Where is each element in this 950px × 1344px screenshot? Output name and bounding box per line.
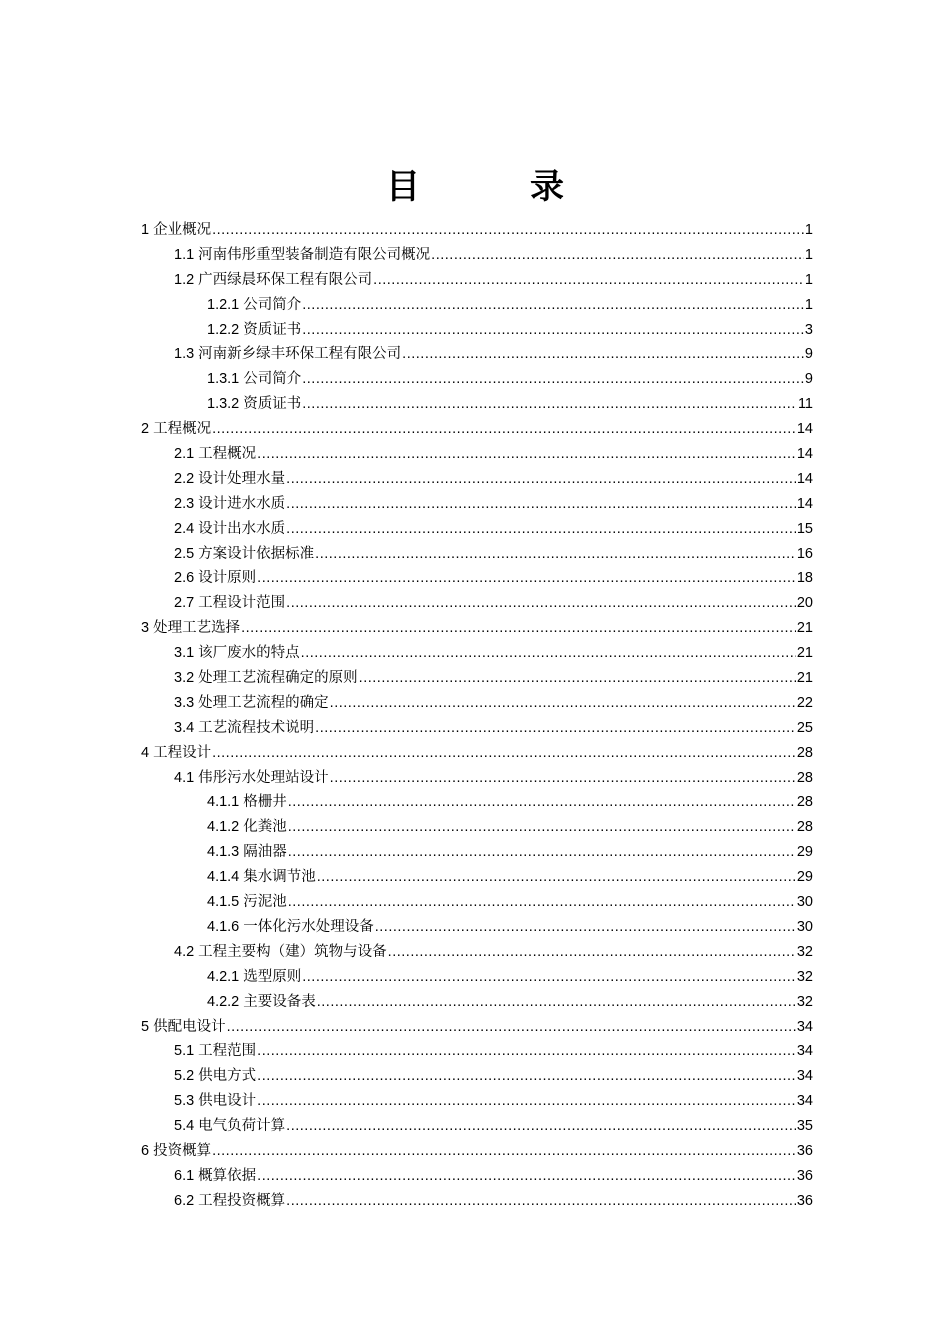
toc-section-title: 企业概况 bbox=[153, 222, 212, 238]
toc-entry[interactable] bbox=[0, 1139, 950, 1164]
toc-entry-line bbox=[207, 367, 813, 392]
toc-section-number: 1.3 bbox=[174, 346, 195, 363]
toc-section-title: 河南伟彤重型装备制造有限公司概况 bbox=[198, 246, 431, 263]
toc-entry-line bbox=[174, 566, 813, 591]
toc-dot-leader bbox=[388, 940, 796, 965]
toc-section-number: 2.7 bbox=[174, 595, 195, 612]
toc-section-number: 4 bbox=[141, 744, 150, 761]
toc-entry-line bbox=[174, 1064, 813, 1089]
toc-section-number: 4.2.2 bbox=[207, 993, 240, 1010]
toc-entry[interactable] bbox=[0, 442, 950, 467]
toc-section-title: 供配电设计 bbox=[153, 1018, 226, 1035]
toc-page-number: 18 bbox=[796, 570, 813, 587]
toc-section-number: 4.2.1 bbox=[207, 968, 240, 985]
toc-entry[interactable] bbox=[0, 716, 950, 741]
toc-entry[interactable] bbox=[0, 965, 950, 990]
toc-entry[interactable] bbox=[0, 616, 950, 641]
toc-section-title: 处理工艺流程确定的原则 bbox=[198, 670, 358, 687]
toc-section-title: 工程投资概算 bbox=[198, 1192, 286, 1209]
toc-section-number: 2.1 bbox=[174, 446, 195, 463]
toc-page-number: 25 bbox=[796, 719, 813, 736]
toc-dot-leader bbox=[315, 542, 796, 567]
toc-entry[interactable] bbox=[0, 1064, 950, 1089]
toc-dot-leader bbox=[330, 766, 796, 791]
toc-dot-leader bbox=[257, 1164, 796, 1189]
toc-dot-leader bbox=[317, 990, 796, 1015]
toc-dot-leader bbox=[375, 915, 796, 940]
toc-dot-leader bbox=[373, 268, 804, 293]
toc-entry[interactable] bbox=[0, 1015, 950, 1040]
toc-dot-leader bbox=[288, 840, 796, 865]
toc-entry-line bbox=[174, 691, 813, 716]
table-of-contents bbox=[0, 218, 950, 1214]
toc-section-number: 4.1.1 bbox=[207, 794, 240, 811]
toc-section-title: 广西绿晨环保工程有限公司 bbox=[198, 271, 373, 288]
toc-entry-line bbox=[174, 492, 813, 517]
toc-page-number: 28 bbox=[796, 744, 813, 761]
toc-section-number: 3.1 bbox=[174, 645, 195, 662]
toc-entry-line bbox=[207, 990, 813, 1015]
toc-entry-line bbox=[207, 965, 813, 990]
toc-dot-leader bbox=[212, 218, 804, 243]
toc-dot-leader bbox=[288, 790, 796, 815]
toc-dot-leader bbox=[317, 865, 796, 890]
toc-section-title: 资质证书 bbox=[243, 396, 302, 413]
toc-section-number: 2.3 bbox=[174, 495, 195, 512]
page-title: 目 录 bbox=[386, 167, 602, 207]
toc-page-number: 30 bbox=[796, 894, 813, 911]
toc-section-number: 4.1.2 bbox=[207, 819, 240, 836]
toc-section-number: 4.1.4 bbox=[207, 869, 240, 886]
toc-dot-leader bbox=[257, 442, 796, 467]
toc-page-number: 14 bbox=[796, 421, 813, 438]
toc-section-title: 方案设计依据标准 bbox=[198, 545, 315, 562]
toc-page-number: 9 bbox=[804, 371, 813, 388]
toc-page-number: 29 bbox=[796, 844, 813, 861]
toc-section-title: 工程主要构（建）筑物与设备 bbox=[198, 943, 387, 960]
toc-entry[interactable] bbox=[0, 566, 950, 591]
toc-section-title: 投资概算 bbox=[153, 1142, 212, 1159]
toc-entry[interactable] bbox=[0, 417, 950, 442]
toc-section-number: 1.3.1 bbox=[207, 371, 240, 388]
toc-page-number: 22 bbox=[796, 694, 813, 711]
toc-entry[interactable] bbox=[0, 492, 950, 517]
toc-page-number: 21 bbox=[796, 620, 813, 637]
toc-entry-line bbox=[207, 790, 813, 815]
toc-entry-line bbox=[174, 940, 813, 965]
toc-entry[interactable] bbox=[0, 268, 950, 293]
toc-section-number: 2.4 bbox=[174, 520, 195, 537]
toc-section-title: 该厂废水的特点 bbox=[198, 645, 300, 662]
toc-page-number: 36 bbox=[796, 1167, 813, 1184]
toc-section-number: 6.1 bbox=[174, 1167, 195, 1184]
toc-section-number: 5.1 bbox=[174, 1043, 195, 1060]
toc-entry-line bbox=[141, 741, 813, 766]
toc-section-title: 处理工艺流程的确定 bbox=[198, 694, 329, 711]
toc-entry[interactable] bbox=[0, 517, 950, 542]
toc-section-title: 工程概况 bbox=[153, 421, 212, 438]
toc-page-number: 1 bbox=[804, 296, 813, 313]
toc-section-title: 选型原则 bbox=[243, 968, 302, 985]
toc-entry-line bbox=[174, 1164, 813, 1189]
toc-dot-leader bbox=[212, 1139, 796, 1164]
toc-page-number: 14 bbox=[796, 446, 813, 463]
toc-page-number: 20 bbox=[796, 595, 813, 612]
toc-page-number: 36 bbox=[796, 1142, 813, 1159]
toc-section-number: 6.2 bbox=[174, 1192, 195, 1209]
toc-entry-line bbox=[174, 467, 813, 492]
toc-section-number: 2.6 bbox=[174, 570, 195, 587]
toc-entry[interactable] bbox=[0, 915, 950, 940]
toc-page-number: 14 bbox=[796, 495, 813, 512]
toc-section-number: 5.2 bbox=[174, 1068, 195, 1085]
toc-page-number: 9 bbox=[804, 346, 813, 363]
toc-entry[interactable] bbox=[0, 218, 950, 243]
toc-entry-line bbox=[207, 865, 813, 890]
toc-page-number: 34 bbox=[796, 1018, 813, 1035]
toc-dot-leader bbox=[286, 1189, 796, 1214]
toc-page-number: 14 bbox=[796, 470, 813, 487]
toc-section-number: 1.2.2 bbox=[207, 321, 240, 338]
toc-section-title: 公司简介 bbox=[243, 296, 302, 313]
toc-dot-leader bbox=[302, 293, 804, 318]
toc-dot-leader bbox=[286, 467, 796, 492]
toc-page-number: 32 bbox=[796, 993, 813, 1010]
toc-entry-line bbox=[207, 815, 813, 840]
toc-entry-line bbox=[174, 342, 813, 367]
toc-dot-leader bbox=[302, 392, 797, 417]
toc-section-title: 概算依据 bbox=[198, 1167, 257, 1184]
toc-entry[interactable] bbox=[0, 641, 950, 666]
toc-section-number: 3.2 bbox=[174, 670, 195, 687]
toc-page-number: 15 bbox=[796, 520, 813, 537]
toc-section-title: 资质证书 bbox=[243, 321, 302, 338]
toc-entry-line bbox=[174, 1039, 813, 1064]
toc-entry[interactable] bbox=[0, 890, 950, 915]
toc-dot-leader bbox=[257, 1039, 796, 1064]
toc-entry-line bbox=[141, 1139, 813, 1164]
toc-dot-leader bbox=[288, 890, 796, 915]
toc-section-title: 公司简介 bbox=[243, 371, 302, 388]
toc-section-title: 河南新乡绿丰环保工程有限公司 bbox=[198, 346, 402, 363]
toc-dot-leader bbox=[257, 1089, 796, 1114]
toc-section-title: 供电方式 bbox=[198, 1068, 257, 1085]
toc-dot-leader bbox=[212, 741, 796, 766]
toc-entry[interactable] bbox=[0, 542, 950, 567]
toc-entry-line bbox=[141, 218, 813, 243]
toc-entry-line bbox=[174, 442, 813, 467]
toc-entry-line bbox=[174, 517, 813, 542]
toc-dot-leader bbox=[431, 243, 804, 268]
toc-entry[interactable] bbox=[0, 1164, 950, 1189]
toc-page-number: 21 bbox=[796, 645, 813, 662]
toc-entry-line bbox=[207, 293, 813, 318]
toc-entry-line bbox=[207, 392, 813, 417]
toc-entry[interactable] bbox=[0, 1089, 950, 1114]
toc-page-number: 1 bbox=[804, 222, 813, 238]
toc-page-number: 11 bbox=[797, 396, 813, 413]
toc-section-number: 5.3 bbox=[174, 1093, 195, 1110]
toc-entry-line bbox=[174, 766, 813, 791]
toc-section-number: 4.1.3 bbox=[207, 844, 240, 861]
toc-page-number: 34 bbox=[796, 1043, 813, 1060]
toc-dot-leader bbox=[286, 517, 796, 542]
toc-dot-leader bbox=[257, 566, 796, 591]
toc-section-title: 主要设备表 bbox=[243, 993, 316, 1010]
toc-dot-leader bbox=[212, 417, 796, 442]
toc-entry[interactable] bbox=[0, 741, 950, 766]
toc-dot-leader bbox=[359, 666, 796, 691]
toc-entry-line bbox=[174, 1114, 813, 1139]
toc-page-number: 28 bbox=[796, 819, 813, 836]
toc-entry[interactable] bbox=[0, 367, 950, 392]
toc-section-title: 化粪池 bbox=[243, 819, 287, 836]
toc-dot-leader bbox=[286, 591, 796, 616]
toc-entry[interactable] bbox=[0, 1039, 950, 1064]
toc-entry[interactable] bbox=[0, 790, 950, 815]
toc-dot-leader bbox=[330, 691, 796, 716]
toc-entry-line bbox=[174, 641, 813, 666]
toc-section-number: 1.3.2 bbox=[207, 396, 240, 413]
toc-entry[interactable] bbox=[0, 293, 950, 318]
toc-page-number: 28 bbox=[796, 769, 813, 786]
toc-entry[interactable] bbox=[0, 342, 950, 367]
toc-section-title: 设计处理水量 bbox=[198, 470, 286, 487]
toc-section-number: 2.5 bbox=[174, 545, 195, 562]
toc-entry[interactable] bbox=[0, 940, 950, 965]
toc-section-title: 隔油器 bbox=[243, 844, 287, 861]
toc-section-title: 设计出水水质 bbox=[198, 520, 286, 537]
toc-section-title: 集水调节池 bbox=[243, 869, 316, 886]
toc-entry-line bbox=[174, 716, 813, 741]
toc-section-number: 3.4 bbox=[174, 719, 195, 736]
toc-section-title: 处理工艺选择 bbox=[153, 620, 241, 637]
toc-dot-leader bbox=[301, 641, 796, 666]
toc-entry-line bbox=[141, 616, 813, 641]
toc-section-title: 工程范围 bbox=[198, 1043, 257, 1060]
toc-section-title: 伟彤污水处理站设计 bbox=[198, 769, 329, 786]
toc-entry-line bbox=[174, 243, 813, 268]
toc-entry[interactable] bbox=[0, 1114, 950, 1139]
toc-section-title: 供电设计 bbox=[198, 1093, 257, 1110]
toc-entry[interactable] bbox=[0, 467, 950, 492]
toc-dot-leader bbox=[302, 965, 796, 990]
toc-entry-line bbox=[207, 318, 813, 343]
toc-entry[interactable] bbox=[0, 591, 950, 616]
toc-entry-line bbox=[207, 890, 813, 915]
toc-entry[interactable] bbox=[0, 865, 950, 890]
toc-page-number: 28 bbox=[796, 794, 813, 811]
toc-entry-line bbox=[174, 268, 813, 293]
toc-entry[interactable] bbox=[0, 766, 950, 791]
toc-section-number: 4.2 bbox=[174, 943, 195, 960]
toc-entry-line bbox=[174, 542, 813, 567]
toc-entry-line bbox=[141, 1015, 813, 1040]
toc-page-number: 3 bbox=[804, 321, 813, 338]
toc-section-title: 电气负荷计算 bbox=[198, 1118, 286, 1135]
toc-page-number: 1 bbox=[804, 246, 813, 263]
toc-section-number: 3 bbox=[141, 620, 150, 637]
toc-entry[interactable] bbox=[0, 815, 950, 840]
toc-entry[interactable] bbox=[0, 691, 950, 716]
toc-page-number: 21 bbox=[796, 670, 813, 687]
toc-section-title: 工程概况 bbox=[198, 446, 257, 463]
toc-dot-leader bbox=[286, 492, 796, 517]
toc-section-number: 1 bbox=[141, 222, 150, 238]
toc-section-title: 设计原则 bbox=[198, 570, 257, 587]
toc-section-number: 4.1.5 bbox=[207, 894, 240, 911]
toc-section-title: 一体化污水处理设备 bbox=[243, 918, 374, 935]
toc-section-title: 设计进水水质 bbox=[198, 495, 286, 512]
toc-page-number: 16 bbox=[796, 545, 813, 562]
toc-section-number: 1.2 bbox=[174, 271, 195, 288]
toc-section-number: 1.1 bbox=[174, 246, 195, 263]
toc-section-number: 3.3 bbox=[174, 694, 195, 711]
toc-page-number: 36 bbox=[796, 1192, 813, 1209]
toc-entry[interactable] bbox=[0, 840, 950, 865]
toc-entry[interactable] bbox=[0, 392, 950, 417]
toc-section-number: 4.1 bbox=[174, 769, 195, 786]
toc-dot-leader bbox=[257, 1064, 796, 1089]
toc-section-number: 2 bbox=[141, 421, 150, 438]
toc-section-title: 工程设计范围 bbox=[198, 595, 286, 612]
toc-dot-leader bbox=[315, 716, 796, 741]
toc-dot-leader bbox=[288, 815, 796, 840]
toc-section-title: 工程设计 bbox=[153, 744, 212, 761]
toc-section-title: 工艺流程技术说明 bbox=[198, 719, 315, 736]
toc-dot-leader bbox=[302, 367, 804, 392]
toc-dot-leader bbox=[227, 1015, 796, 1040]
toc-dot-leader bbox=[241, 616, 796, 641]
toc-section-number: 2.2 bbox=[174, 470, 195, 487]
toc-page-number: 35 bbox=[796, 1118, 813, 1135]
toc-entry[interactable] bbox=[0, 243, 950, 268]
toc-section-number: 5 bbox=[141, 1018, 150, 1035]
toc-section-title: 格栅井 bbox=[243, 794, 287, 811]
toc-entry-line bbox=[174, 666, 813, 691]
toc-entry-line bbox=[174, 1089, 813, 1114]
toc-section-number: 6 bbox=[141, 1142, 150, 1159]
toc-dot-leader bbox=[402, 342, 804, 367]
toc-page-number: 34 bbox=[796, 1068, 813, 1085]
toc-entry[interactable] bbox=[0, 666, 950, 691]
toc-dot-leader bbox=[286, 1114, 796, 1139]
toc-entry-line bbox=[141, 417, 813, 442]
toc-page-number: 29 bbox=[796, 869, 813, 886]
toc-entry-line bbox=[207, 840, 813, 865]
toc-page-number: 30 bbox=[796, 918, 813, 935]
toc-dot-leader bbox=[302, 318, 804, 343]
toc-entry-line bbox=[174, 591, 813, 616]
toc-entry-line bbox=[174, 1189, 813, 1214]
toc-section-number: 4.1.6 bbox=[207, 918, 240, 935]
toc-entry[interactable] bbox=[0, 1189, 950, 1214]
toc-section-number: 1.2.1 bbox=[207, 296, 240, 313]
toc-page-number: 34 bbox=[796, 1093, 813, 1110]
toc-page-number: 32 bbox=[796, 968, 813, 985]
toc-entry[interactable] bbox=[0, 990, 950, 1015]
toc-section-title: 污泥池 bbox=[243, 894, 287, 911]
toc-entry-line bbox=[207, 915, 813, 940]
toc-section-number: 5.4 bbox=[174, 1118, 195, 1135]
toc-entry[interactable] bbox=[0, 318, 950, 343]
toc-page-number: 32 bbox=[796, 943, 813, 960]
toc-page-number: 1 bbox=[804, 271, 813, 288]
